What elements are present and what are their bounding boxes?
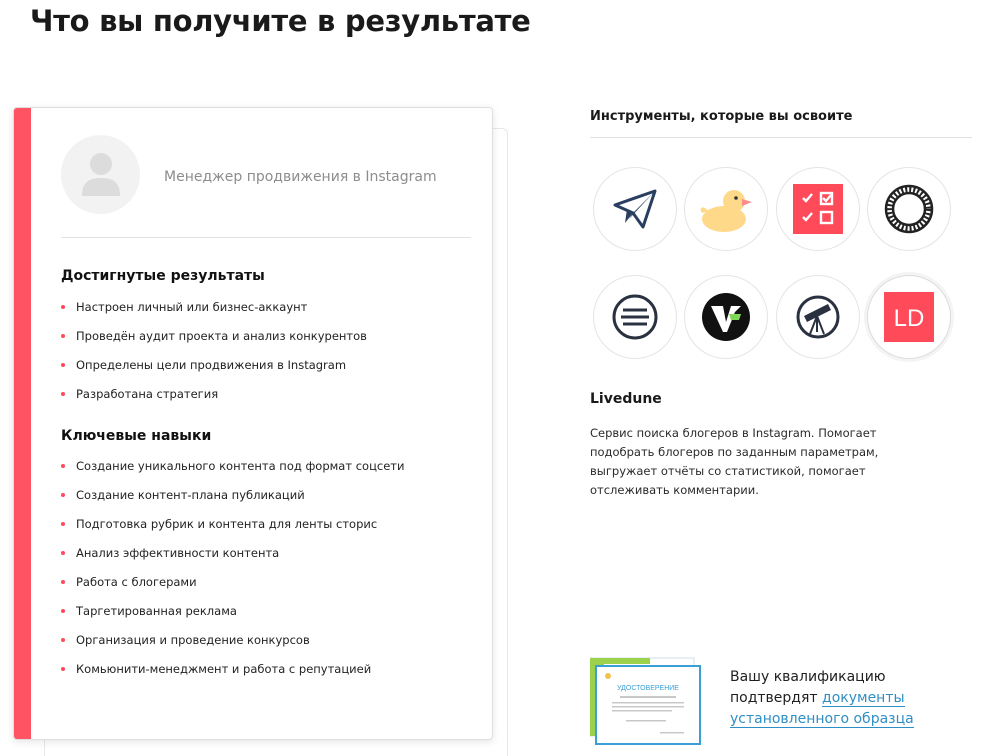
tool-checklist[interactable] <box>776 167 860 251</box>
tool-ring[interactable] <box>867 167 951 251</box>
profession-title: Менеджер продвижения в Instagram <box>164 169 437 185</box>
tool-duck[interactable] <box>684 167 768 251</box>
avatar <box>61 135 140 214</box>
skill-item: Создание уникального контента под формат соцсети <box>61 458 404 487</box>
tool-lines[interactable] <box>593 275 677 359</box>
user-icon <box>81 152 121 196</box>
skill-item: Таргетированная реклама <box>61 603 404 632</box>
skills-list <box>61 458 404 690</box>
vf-logo-icon <box>701 292 751 342</box>
tools-divider <box>590 137 972 138</box>
svg-text:LD: LD <box>893 305 925 332</box>
results-list <box>61 299 367 415</box>
card-divider <box>61 237 471 238</box>
skill-item: Анализ эффективности контента <box>61 545 404 574</box>
documents-link[interactable]: документы установленного образца <box>730 690 914 727</box>
results-title: Достигнутые результаты <box>61 268 265 284</box>
tool-livedune[interactable] <box>867 275 951 359</box>
tool-vf[interactable] <box>684 275 768 359</box>
ld-logo-icon <box>884 292 934 342</box>
duck-icon <box>698 185 754 233</box>
result-item: Определены цели продвижения в Instagram <box>61 357 367 386</box>
page-title: Что вы получите в результате <box>30 4 531 38</box>
card-accent-bar <box>14 108 31 739</box>
certificate-image <box>590 656 702 746</box>
profession-card <box>13 107 493 740</box>
result-item: Разработана стратегия <box>61 386 367 415</box>
selected-tool-description: Сервис поиска блогеров в Instagram. Помогает подобрать блогеров по заданным параметрам, выгружает отчёты со статистикой, помогает отслеживать комментарии. <box>590 426 879 497</box>
skill-item: Комьюнити-менеджмент и работа с репутацией <box>61 661 404 690</box>
result-item: Проведён аудит проекта и анализ конкурентов <box>61 328 367 357</box>
result-item: Настроен личный или бизнес-аккаунт <box>61 299 367 328</box>
telescope-icon <box>795 294 841 340</box>
skill-item: Организация и проведение конкурсов <box>61 632 404 661</box>
certificate-text <box>730 667 930 730</box>
skill-item: Создание контент-плана публикаций <box>61 487 404 516</box>
skill-item: Работа с блогерами <box>61 574 404 603</box>
certificate-text-prefix: Вашу квалификацию подтвердят <box>730 669 886 706</box>
tools-title: Инструменты, которые вы освоите <box>590 109 853 124</box>
selected-tool-name: Livedune <box>590 391 662 407</box>
paper-plane-icon <box>613 189 657 229</box>
lines-circle-icon <box>611 293 659 341</box>
checklist-icon <box>793 184 843 234</box>
skills-title: Ключевые навыки <box>61 428 212 444</box>
skill-item: Подготовка рубрик и контента для ленты сторис <box>61 516 404 545</box>
tool-telescope[interactable] <box>776 275 860 359</box>
tool-telegram[interactable] <box>593 167 677 251</box>
certificate-heading: УДОСТОВЕРЕНИЕ <box>617 685 679 692</box>
ring-icon <box>883 183 935 235</box>
